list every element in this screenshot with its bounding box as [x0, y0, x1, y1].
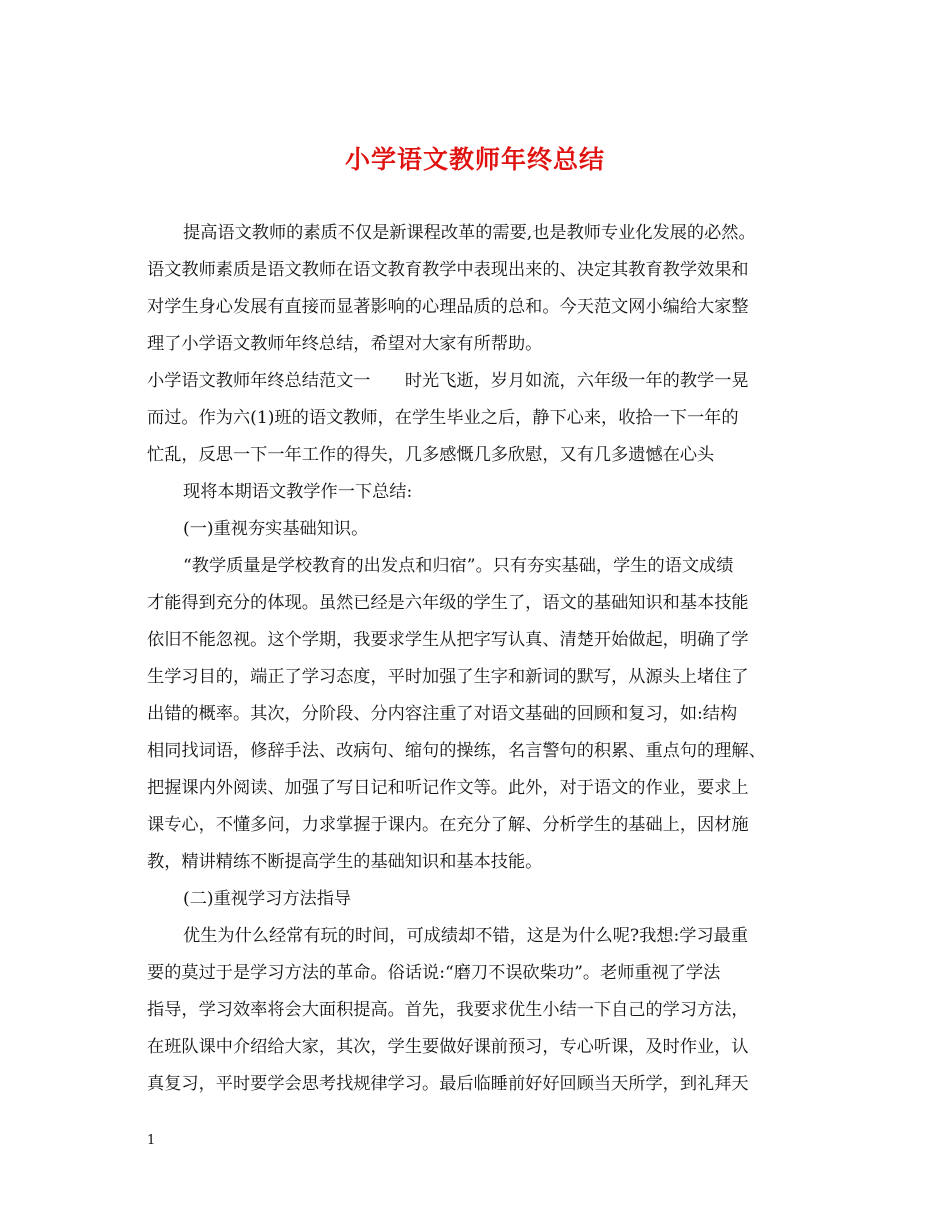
text-line: 对学生身心发展有直接而显著影响的心理品质的总和。今天范文网小编给大家整 [147, 297, 749, 317]
text-line: 生学习目的，端正了学习态度，平时加强了生字和新词的默写，从源头上堵住了 [147, 667, 749, 687]
text-line: 现将本期语文教学作一下总结: [183, 482, 413, 502]
section-heading: (二)重视学习方法指导 [183, 889, 352, 909]
text-line: 忙乱，反思一下一年工作的得失，几多感慨几多欣慰，又有几多遗憾在心头 [147, 445, 715, 465]
text-line: “教学质量是学校教育的出发点和归宿”。只有夯实基础，学生的语文成绩 [183, 556, 734, 576]
text-line: 提高语文教师的素质不仅是新课程改革的需要,也是教师专业化发展的必然。 [183, 223, 756, 243]
text-line: 相同找词语，修辞手法、改病句、缩句的操练，名言警句的积累、重点句的理解、 [147, 741, 766, 761]
page-number: 1 [147, 1133, 156, 1148]
text-line: 理了小学语文教师年终总结，希望对大家有所帮助。 [147, 334, 543, 354]
text-line: 指导，学习效率将会大面积提高。首先，我要求优生小结一下自己的学习方法， [147, 1000, 749, 1020]
text-line: 依旧不能忽视。这个学期，我要求学生从把字写认真、清楚开始做起，明确了学 [147, 630, 749, 650]
text-line: 优生为什么经常有玩的时间，可成绩却不错，这是为什么呢?我想:学习最重 [183, 926, 749, 946]
section-heading: (一)重视夯实基础知识。 [183, 519, 369, 539]
text-line: 才能得到充分的体现。虽然已经是六年级的学生了，语文的基础知识和基本技能 [147, 593, 749, 613]
text-line: 出错的概率。其次，分阶段、分内容注重了对语文基础的回顾和复习，如:结构 [147, 704, 738, 724]
text-line: 把握课内外阅读、加强了写日记和听记作文等。此外，对于语文的作业，要求上 [147, 778, 749, 798]
text-line: 而过。作为六(1)班的语文教师，在学生毕业之后，静下心来，收拾一下一年的 [147, 408, 739, 428]
text-line: 教，精讲精练不断提高学生的基础知识和基本技能。 [147, 852, 543, 872]
text-line: 小学语文教师年终总结范文一 时光飞逝，岁月如流，六年级一年的教学一晃 [147, 371, 749, 391]
text-line: 真复习，平时要学会思考找规律学习。最后临睡前好好回顾当天所学，到礼拜天 [147, 1074, 749, 1094]
document-title: 小学语文教师年终总结 [344, 145, 605, 174]
text-line: 语文教师素质是语文教师在语文教育教学中表现出来的、决定其教育教学效果和 [147, 260, 749, 280]
text-line: 在班队课中介绍给大家，其次，学生要做好课前预习，专心听课，及时作业，认 [147, 1037, 749, 1057]
text-line: 要的莫过于是学习方法的革命。俗话说:“磨刀不误砍柴功”。老师重视了学法 [147, 963, 721, 983]
text-line: 课专心，不懂多问，力求掌握于课内。在充分了解、分析学生的基础上，因材施 [147, 815, 749, 835]
